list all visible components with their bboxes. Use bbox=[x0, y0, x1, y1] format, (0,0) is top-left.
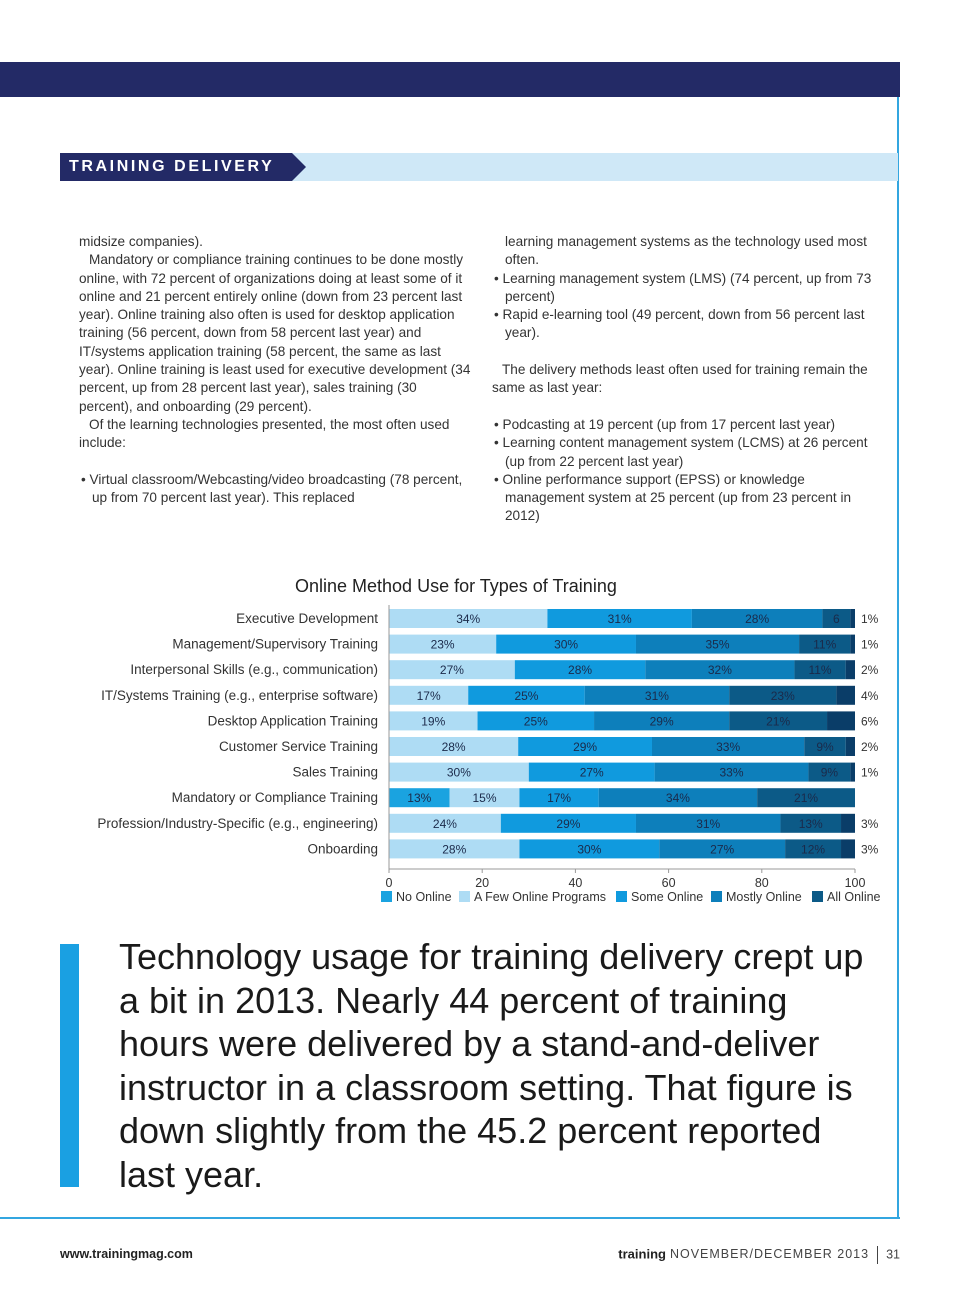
legend-label: A Few Online Programs bbox=[474, 890, 606, 904]
legend-label: All Online bbox=[827, 890, 881, 904]
data-label: 1% bbox=[861, 637, 879, 652]
data-label: 1% bbox=[861, 765, 879, 780]
data-label: 27% bbox=[579, 765, 604, 780]
bar-segment bbox=[846, 737, 855, 756]
data-label: 29% bbox=[573, 740, 598, 754]
data-label: 27% bbox=[710, 842, 735, 857]
data-label: 3% bbox=[861, 842, 879, 857]
data-label: 13% bbox=[798, 816, 823, 831]
category-label: Sales Training bbox=[292, 764, 378, 780]
data-label: 35% bbox=[705, 637, 730, 652]
data-label: 31% bbox=[644, 688, 669, 703]
bar-segment bbox=[850, 635, 855, 654]
bar-segment bbox=[841, 814, 855, 833]
paragraph: midsize companies). bbox=[79, 234, 203, 249]
data-label: 21% bbox=[766, 714, 791, 729]
category-label: Customer Service Training bbox=[218, 739, 378, 754]
bar-segment bbox=[850, 763, 855, 782]
data-label: 1% bbox=[861, 612, 879, 626]
x-tick-label: 60 bbox=[661, 876, 676, 890]
paragraph: • Learning management system (LMS) (74 percent, up from 73 percent) bbox=[494, 270, 872, 304]
data-label: 30% bbox=[554, 637, 579, 652]
page-number: 31 bbox=[886, 1247, 900, 1262]
legend-label: No Online bbox=[396, 890, 452, 904]
data-label: 17% bbox=[416, 688, 441, 703]
data-label: 32% bbox=[707, 663, 732, 678]
paragraph: • Rapid e-learning tool (49 percent, down from 56 percent last year). bbox=[494, 307, 865, 341]
category-label: Management/Supervisory Training bbox=[172, 636, 378, 652]
data-label: 6% bbox=[861, 714, 879, 729]
data-label: 33% bbox=[716, 740, 741, 754]
footer-issue-date: NOVEMBER/DECEMBER 2013 bbox=[669, 1247, 870, 1262]
data-label: 2% bbox=[861, 740, 879, 754]
data-label: 19% bbox=[421, 714, 446, 729]
data-label: 30% bbox=[446, 765, 471, 780]
x-tick-label: 100 bbox=[844, 876, 866, 890]
footer-issue bbox=[618, 1246, 900, 1264]
bar-segment bbox=[827, 711, 855, 730]
legend-swatch bbox=[616, 891, 627, 902]
legend-swatch bbox=[812, 891, 823, 902]
paragraph: • Podcasting at 19 percent (up from 17 percent last year) bbox=[494, 416, 836, 432]
bar-segment bbox=[846, 660, 855, 679]
data-label: 11% bbox=[813, 637, 837, 652]
data-label: 28% bbox=[568, 663, 593, 678]
data-label: 6 bbox=[833, 612, 840, 626]
category-label: Mandatory or Compliance Training bbox=[171, 790, 378, 806]
legend-label: Mostly Online bbox=[726, 890, 802, 904]
legend-swatch bbox=[381, 891, 392, 902]
data-label: 4% bbox=[861, 688, 879, 703]
pullquote-accent-bar bbox=[60, 944, 79, 1187]
data-label: 27% bbox=[439, 663, 464, 678]
data-label: 31% bbox=[696, 816, 721, 831]
category-label: Interpersonal Skills (e.g., communication) bbox=[130, 662, 378, 678]
section-tag: TRAINING DELIVERY bbox=[60, 153, 292, 181]
data-label: 28% bbox=[442, 842, 467, 857]
data-label: 24% bbox=[432, 816, 457, 831]
data-label: 34% bbox=[456, 612, 481, 626]
x-tick-label: 20 bbox=[475, 876, 490, 890]
data-label: 29% bbox=[556, 816, 581, 831]
category-label: IT/Systems Training (e.g., enterprise software) bbox=[101, 687, 378, 703]
data-label: 30% bbox=[577, 842, 602, 857]
data-label: 3% bbox=[861, 816, 879, 831]
paragraph: Of the learning technologies presented, the most often used include: bbox=[79, 416, 450, 451]
bottom-page-rule bbox=[0, 1217, 900, 1219]
data-label: 21% bbox=[794, 791, 819, 806]
paragraph: • Online performance support (EPSS) or knowledge management system at 25 percent (up from 23 percent in 2012) bbox=[494, 471, 852, 524]
x-tick-label: 80 bbox=[754, 876, 769, 890]
category-label: Executive Development bbox=[236, 611, 378, 626]
footer-url: www.trainingmag.com bbox=[60, 1247, 193, 1261]
data-label: 9% bbox=[816, 740, 834, 754]
paragraph: Mandatory or compliance training continues to be done mostly online, with 72 percent of organizations doing at least some of it online and 21 percent entirely online (down from 23 percent last year). Online training also often is used for desktop application training (56 percent, down from 58 percent last year) and IT/systems application training (58 percent, the same as last year). Online training is least used for executive development (34 percent, up from 28 percent last year), sales training (30 percent), and onboarding (29 percent). bbox=[79, 252, 471, 414]
data-label: 13% bbox=[407, 791, 432, 806]
pullquote: Technology usage for training delivery crept up a bit in 2013. Nearly 44 percent of training hours were delivered by a stand-and-deliver instructor in a classroom setting. That figure is down slightly from the 45.2 percent reported last year. bbox=[119, 936, 864, 1195]
data-label: 12% bbox=[801, 842, 826, 857]
data-label: 15% bbox=[472, 791, 497, 806]
paragraph: The delivery methods least often used for training remain the same as last year: bbox=[492, 362, 868, 396]
data-label: 31% bbox=[607, 612, 632, 626]
data-label: 25% bbox=[523, 714, 548, 729]
footer-brand: training bbox=[618, 1246, 666, 1262]
data-label: 28% bbox=[441, 740, 466, 754]
data-label: 28% bbox=[745, 612, 770, 626]
legend-swatch bbox=[459, 891, 470, 902]
data-label: 25% bbox=[514, 688, 539, 703]
paragraph: • Learning content management system (LCMS) at 26 percent (up from 22 percent last year) bbox=[494, 435, 868, 469]
chart-title: Online Method Use for Types of Training bbox=[295, 576, 617, 596]
paragraph: • Virtual classroom/Webcasting/video broadcasting (78 percent, up from 70 percent last year). This replaced bbox=[81, 471, 463, 506]
data-label: 17% bbox=[547, 791, 572, 806]
category-label: Desktop Application Training bbox=[207, 713, 378, 729]
data-label: 23% bbox=[430, 637, 455, 652]
data-label: 34% bbox=[665, 791, 690, 806]
category-label: Onboarding bbox=[307, 841, 378, 857]
data-label: 2% bbox=[861, 663, 879, 678]
data-label: 9% bbox=[820, 765, 839, 780]
data-label: 33% bbox=[719, 765, 744, 780]
data-label: 29% bbox=[649, 714, 674, 729]
data-label: 23% bbox=[770, 688, 795, 703]
bar-segment bbox=[850, 609, 855, 628]
x-tick-label: 0 bbox=[385, 876, 393, 890]
data-label: 11% bbox=[808, 663, 832, 678]
legend-label: Some Online bbox=[631, 890, 704, 904]
category-label: Profession/Industry-Specific (e.g., engineering) bbox=[97, 815, 378, 831]
legend-swatch bbox=[711, 891, 722, 902]
footer-separator bbox=[877, 1246, 878, 1264]
paragraph: learning management systems as the technology used most often. bbox=[505, 234, 867, 268]
x-tick-label: 40 bbox=[568, 876, 583, 890]
bar-segment bbox=[841, 839, 855, 858]
bar-segment bbox=[836, 686, 855, 705]
